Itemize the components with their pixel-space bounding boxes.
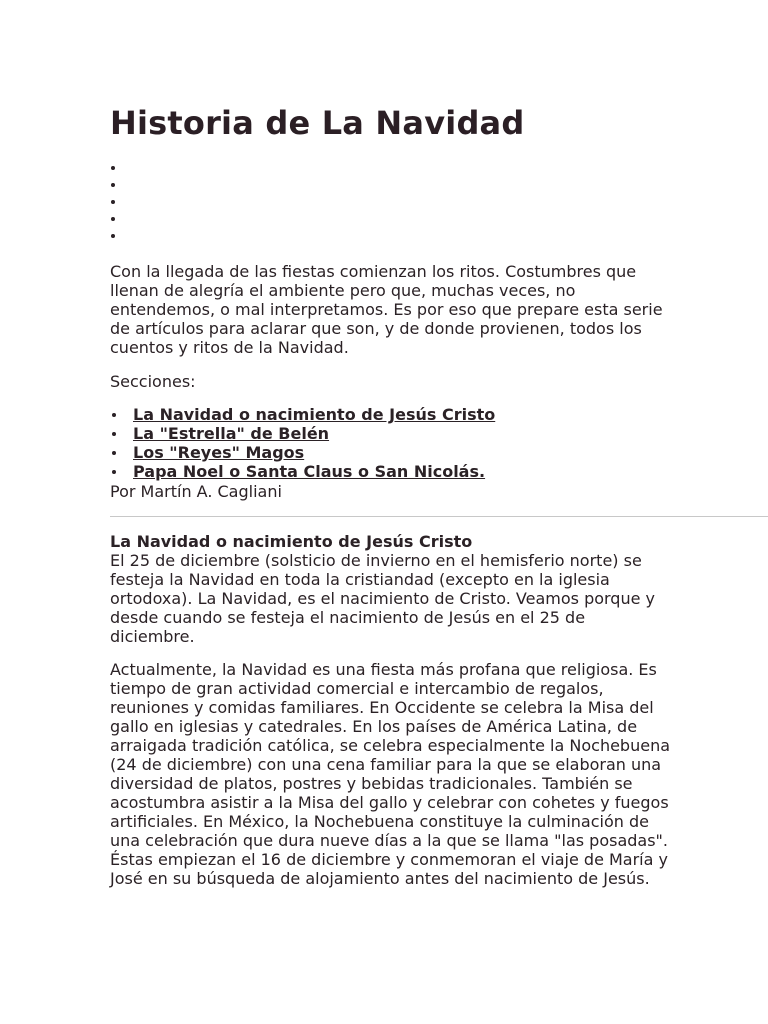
sections-label: Secciones: bbox=[110, 372, 196, 391]
page-title: Historia de La Navidad bbox=[110, 104, 525, 142]
sections-list-item bbox=[110, 405, 495, 424]
section-link-estrella[interactable]: La "Estrella" de Belén bbox=[133, 424, 330, 443]
horizontal-divider bbox=[110, 516, 768, 517]
sections-list bbox=[110, 405, 495, 481]
article-heading: La Navidad o nacimiento de Jesús Cristo bbox=[110, 532, 473, 551]
section-link-navidad[interactable]: La Navidad o nacimiento de Jesús Cristo bbox=[133, 405, 496, 424]
article-paragraph: Actualmente, la Navidad es una fiesta más profana que religiosa. Es tiempo de gran actividad comercial e intercambio de regalos, reuniones y comidas familiares. En Occidente se celebra la Misa del gallo en iglesias y catedrales. En los países de América Latina, de arraigada tradición católica, se celebra especialmente la Nochebuena (24 de diciembre) con una cena familiar para la que se elaboran una diversidad de platos, postres y bebidas tradicionales. También se acostumbra asistir a la Misa del gallo y celebrar con cohetes y fuegos artificiales. En México, la Nochebuena constituye la culminación de una celebración que dura nueve días a la que se llama "las posadas". Éstas empiezan el 16 de diciembre y conmemoran el viaje de María y José en su búsqueda de alojamiento antes del nacimiento de Jesús. bbox=[110, 660, 671, 888]
sections-list-item bbox=[110, 424, 495, 443]
intro-paragraph: Con la llegada de las fiestas comienzan los ritos. Costumbres que llenan de alegría el ambiente pero que, muchas veces, no entendemos, o mal interpretamos. Es por eso que prepare esta serie de artículos para aclarar que son, y de donde provienen, todos los cuentos y ritos de la Navidad. bbox=[110, 262, 663, 357]
article-paragraph: El 25 de diciembre (solsticio de invierno en el hemisferio norte) se festeja la Navidad en toda la cristiandad (excepto en la iglesia ortodoxa). La Navidad, es el nacimiento de Cristo. Veamos porque y desde cuando se festeja el nacimiento de Jesús en el 25 de diciembre. bbox=[110, 551, 655, 646]
article-section bbox=[110, 532, 670, 888]
author-byline: Por Martín A. Cagliani bbox=[110, 482, 282, 501]
section-link-papa-noel[interactable]: Papa Noel o Santa Claus o San Nicolás. bbox=[133, 462, 486, 481]
sections-list-item bbox=[110, 443, 495, 462]
sections-list-item bbox=[110, 462, 495, 481]
section-link-reyes-magos[interactable]: Los "Reyes" Magos bbox=[133, 443, 305, 462]
